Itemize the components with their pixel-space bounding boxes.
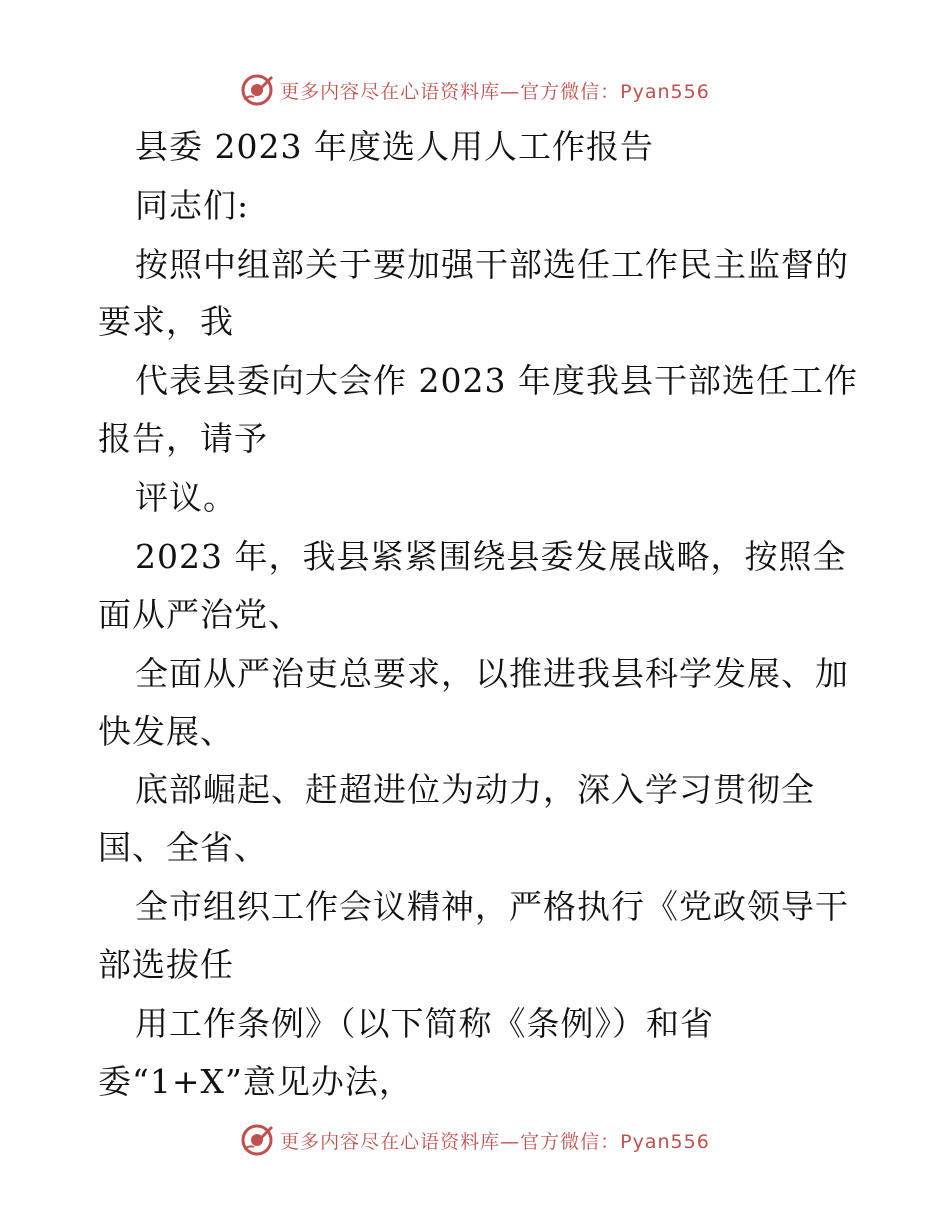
watermark-text: 更多内容尽在心语资料库—官方微信：Pyan556	[280, 80, 710, 103]
text-line: 部选拔任	[98, 945, 234, 984]
text-line: 2023 年，我县紧紧围绕县委发展战略，按照全	[135, 537, 847, 576]
text-line: 全市组织工作会议精神，严格执行《党政领导干	[135, 887, 849, 926]
text-line: 全面从严治吏总要求，以推进我县科学发展、加	[135, 654, 849, 693]
watermark-text: 更多内容尽在心语资料库—官方微信：Pyan556	[280, 1130, 710, 1153]
document-title: 县委 2023 年度选人用人工作报告	[135, 127, 654, 166]
text-line: 按照中组部关于要加强干部选任工作民主监督的	[135, 245, 849, 284]
text-line: 评议。	[135, 478, 237, 517]
text-line: 要求，我	[98, 302, 234, 341]
text-line: 国、全省、	[98, 828, 268, 867]
pen-logo-icon	[240, 1123, 274, 1157]
pen-logo-icon	[240, 73, 274, 107]
text-line: 底部崛起、赶超进位为动力，深入学习贯彻全	[135, 770, 815, 809]
text-line: 代表县委向大会作 2023 年度我县干部选任工作	[135, 361, 858, 400]
text-line: 委“1+X”意见办法，	[98, 1062, 413, 1101]
header-watermark	[0, 70, 950, 110]
text-line: 报告，请予	[98, 419, 268, 458]
text-line: 面从严治党、	[98, 595, 302, 634]
text-line: 用工作条例》（以下简称《条例》）和省	[135, 1004, 714, 1043]
footer-watermark	[0, 1120, 950, 1160]
text-line: 快发展、	[98, 712, 234, 751]
salutation: 同志们:	[135, 186, 250, 225]
